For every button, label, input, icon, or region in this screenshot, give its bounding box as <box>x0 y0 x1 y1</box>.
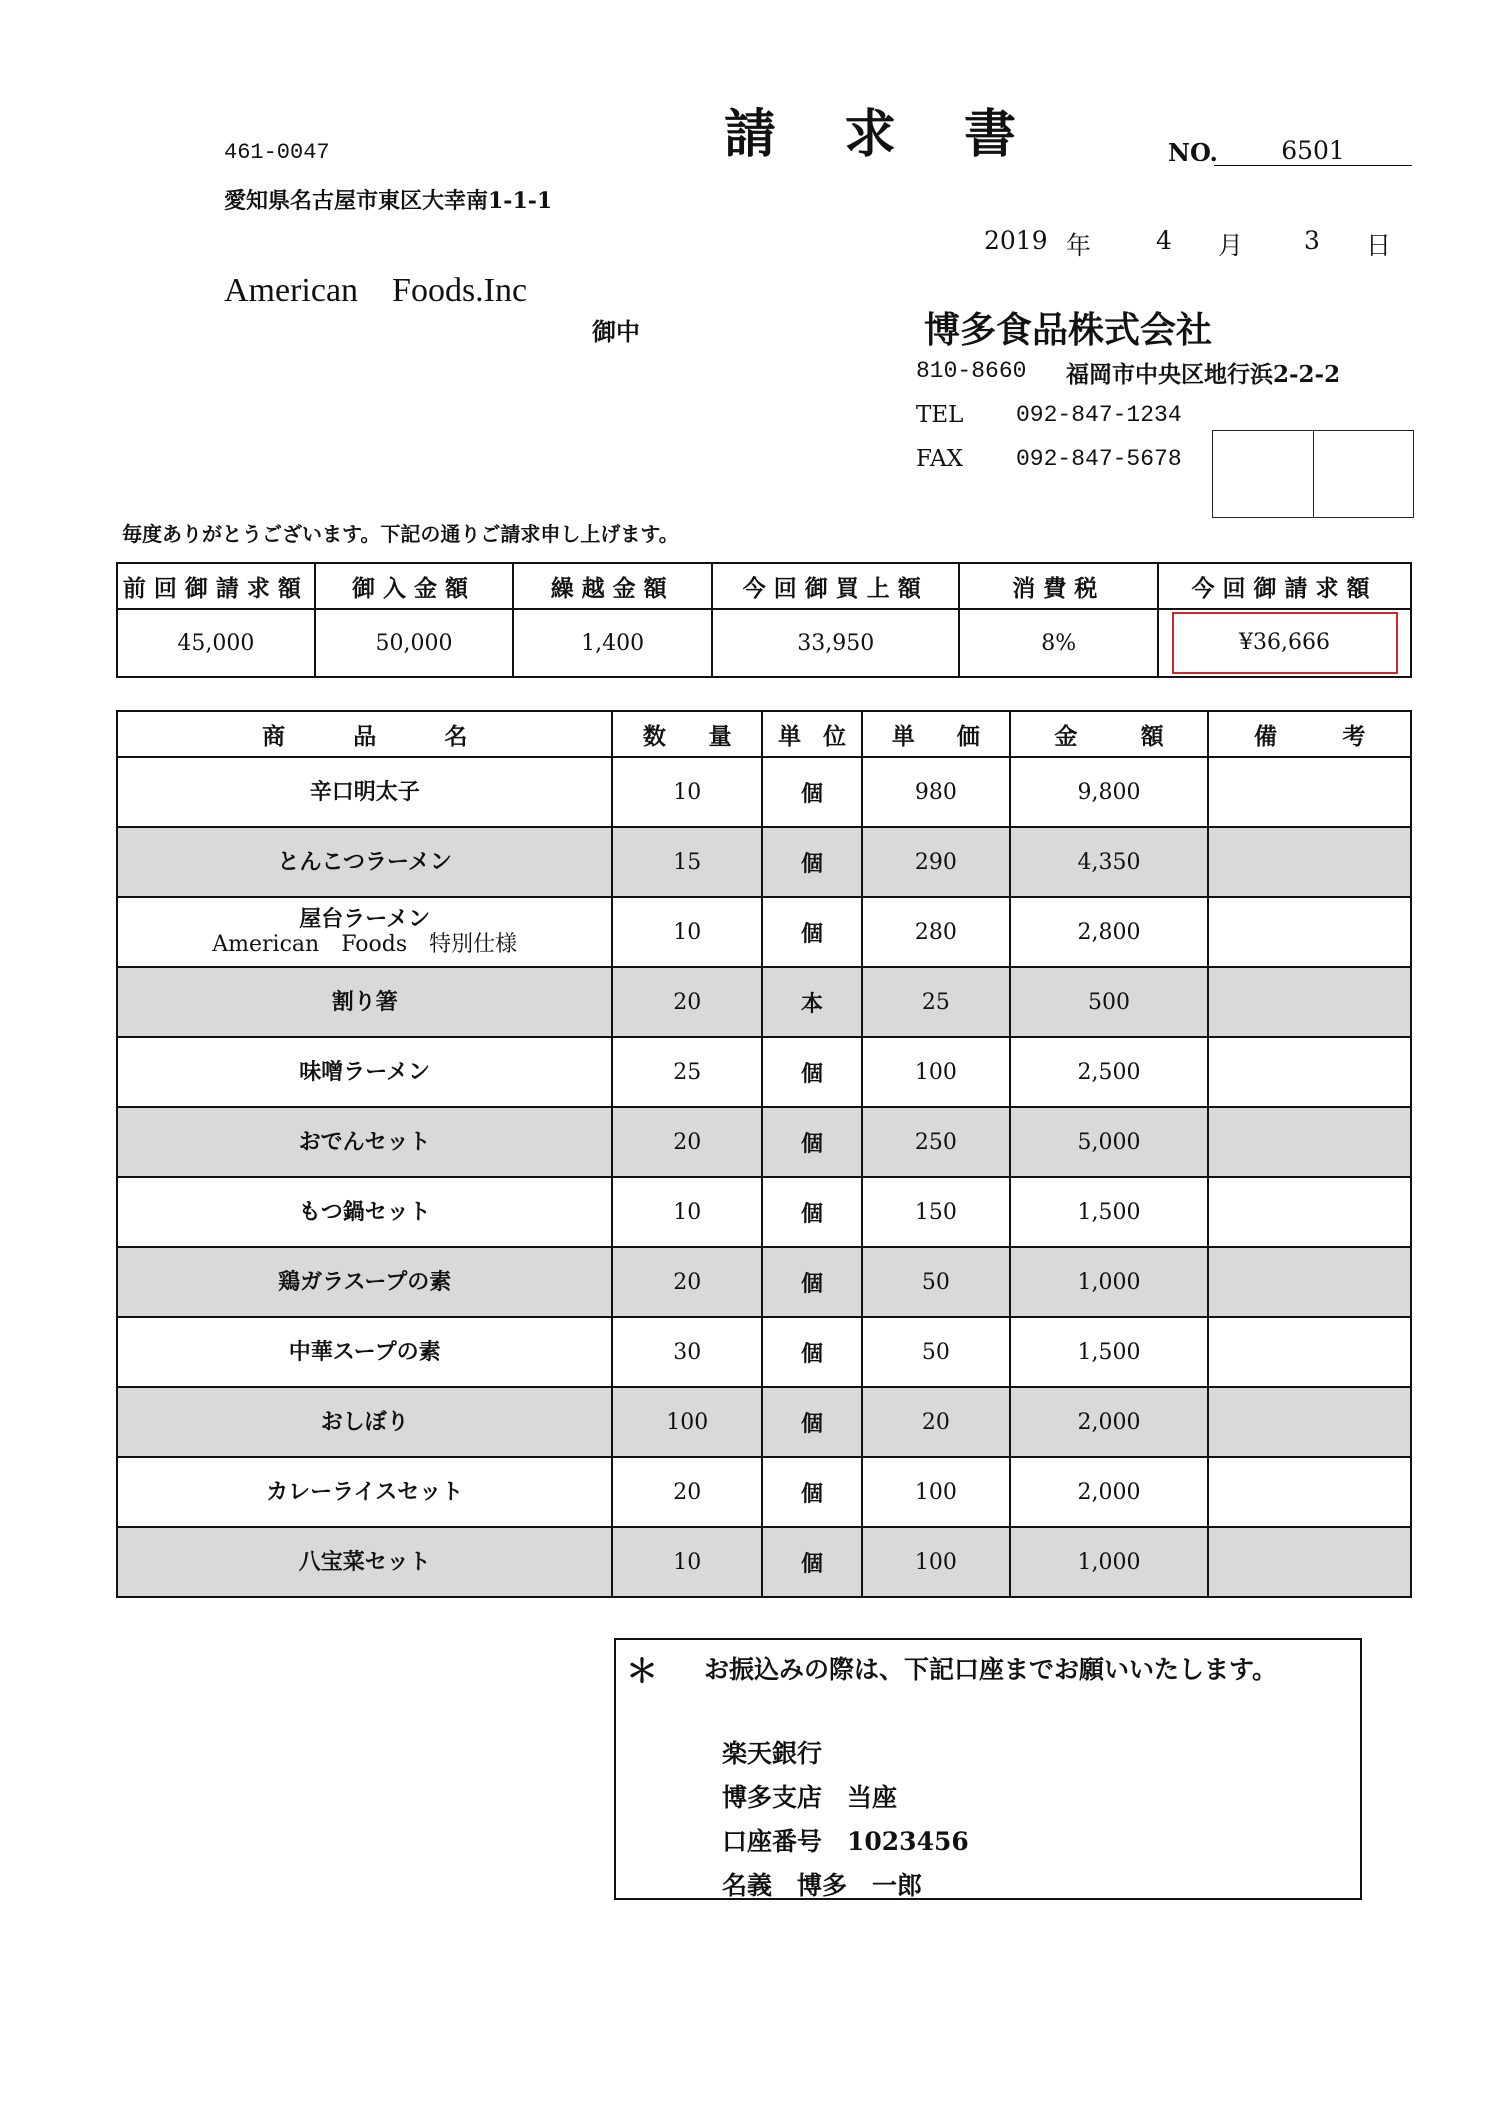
item-unit: 個 <box>762 1527 862 1597</box>
issuer-tel-label: TEL <box>916 402 964 428</box>
client-postal-code: 461-0047 <box>224 140 330 165</box>
bank-transfer-box <box>614 1638 1362 1900</box>
item-name-cell <box>117 1527 612 1597</box>
item-name-cell <box>117 1037 612 1107</box>
table-row <box>117 1247 1411 1317</box>
item-amount: 1,000 <box>1010 1247 1209 1317</box>
header-quantity: 数 量 <box>612 711 762 757</box>
item-amount: 5,000 <box>1010 1107 1209 1177</box>
client-honorific: 御中 <box>592 317 640 346</box>
item-quantity: 20 <box>612 967 762 1037</box>
item-amount: 1,500 <box>1010 1177 1209 1247</box>
item-quantity: 20 <box>612 1457 762 1527</box>
issuer-company-name: 博多食品株式会社 <box>924 309 1213 351</box>
item-amount: 1,500 <box>1010 1317 1209 1387</box>
item-unit-price: 980 <box>862 757 1010 827</box>
item-quantity: 100 <box>612 1387 762 1457</box>
item-unit-price: 250 <box>862 1107 1010 1177</box>
item-quantity: 30 <box>612 1317 762 1387</box>
item-quantity: 10 <box>612 1527 762 1597</box>
item-quantity: 25 <box>612 1037 762 1107</box>
client-address: 愛知県名古屋市東区大幸南1-1-1 <box>224 188 553 214</box>
carried-over-amount: 1,400 <box>513 609 712 677</box>
item-remarks <box>1208 897 1411 967</box>
item-unit: 個 <box>762 1177 862 1247</box>
item-name-cell <box>117 1387 612 1457</box>
seal-box <box>1212 430 1414 518</box>
item-unit-price: 50 <box>862 1247 1010 1317</box>
item-name-cell <box>117 827 612 897</box>
item-name: 鶏ガラスープの素 <box>278 1268 452 1295</box>
seal-cell <box>1213 431 1313 517</box>
bank-account: 口座番号 1023456 <box>722 1827 969 1856</box>
item-name-cell <box>117 897 612 967</box>
item-remarks <box>1208 1317 1411 1387</box>
item-name: おしぼり <box>320 1408 409 1435</box>
header-item-name: 商 品 名 <box>117 711 612 757</box>
item-amount: 1,000 <box>1010 1527 1209 1597</box>
bank-branch: 博多支店 当座 <box>722 1783 898 1812</box>
current-purchase-amount: 33,950 <box>712 609 960 677</box>
table-row <box>117 1527 1411 1597</box>
item-name-cell <box>117 1107 612 1177</box>
item-name: 味噌ラーメン <box>299 1058 431 1085</box>
item-unit: 個 <box>762 1387 862 1457</box>
bank-name: 楽天銀行 <box>722 1739 823 1768</box>
date-month-unit: 月 <box>1218 231 1244 260</box>
summary-header: 御入金額 <box>315 563 514 609</box>
table-row <box>117 1177 1411 1247</box>
item-name-cell <box>117 967 612 1037</box>
item-unit-price: 100 <box>862 1527 1010 1597</box>
date-day: 3 <box>1304 226 1320 255</box>
item-remarks <box>1208 827 1411 897</box>
item-name: もつ鍋セット <box>298 1198 431 1225</box>
item-name-cell <box>117 1177 612 1247</box>
item-amount: 2,000 <box>1010 1457 1209 1527</box>
item-quantity: 10 <box>612 897 762 967</box>
item-amount: 4,350 <box>1010 827 1209 897</box>
item-unit: 個 <box>762 1317 862 1387</box>
item-unit-price: 100 <box>862 1457 1010 1527</box>
payment-received-amount: 50,000 <box>315 609 514 677</box>
issuer-fax-label: FAX <box>916 446 963 472</box>
item-unit: 個 <box>762 1457 862 1527</box>
item-name: 辛口明太子 <box>309 778 420 805</box>
item-quantity: 10 <box>612 757 762 827</box>
item-unit: 個 <box>762 827 862 897</box>
transfer-note: お振込みの際は、下記口座までお願いいたします。 <box>704 1655 1278 1684</box>
issuer-address: 福岡市中央区地行浜2-2-2 <box>1066 361 1341 388</box>
item-unit-price: 20 <box>862 1387 1010 1457</box>
item-remarks <box>1208 967 1411 1037</box>
seal-cell <box>1313 431 1414 517</box>
item-quantity: 20 <box>612 1247 762 1317</box>
item-quantity: 15 <box>612 827 762 897</box>
item-name: おでんセット <box>298 1128 431 1155</box>
table-row <box>117 1107 1411 1177</box>
item-unit-price: 150 <box>862 1177 1010 1247</box>
item-remarks <box>1208 1247 1411 1317</box>
invoice-number: 6501 <box>1214 136 1412 166</box>
current-billing-cell <box>1158 609 1411 677</box>
issuer-tel: 092-847-1234 <box>1016 402 1182 428</box>
invoice-number-label: NO. <box>1168 138 1218 167</box>
item-name: とんこつラーメン <box>277 848 452 875</box>
item-name-sub: American Foods 特別仕様 <box>212 932 518 957</box>
issuer-postal-code: 810-8660 <box>916 358 1027 384</box>
item-remarks <box>1208 1037 1411 1107</box>
item-remarks <box>1208 1387 1411 1457</box>
summary-header: 今回御請求額 <box>1158 563 1411 609</box>
table-row <box>117 1317 1411 1387</box>
table-row <box>117 1457 1411 1527</box>
summary-header: 今回御買上額 <box>712 563 960 609</box>
document-title: 請求書 <box>724 104 1085 165</box>
item-remarks <box>1208 1177 1411 1247</box>
summary-header: 繰越金額 <box>513 563 712 609</box>
item-unit: 個 <box>762 1247 862 1317</box>
table-row <box>117 897 1411 967</box>
table-row <box>117 1037 1411 1107</box>
summary-header: 前回御請求額 <box>117 563 315 609</box>
item-name: 中華スープの素 <box>288 1338 441 1365</box>
consumption-tax: 8% <box>959 609 1158 677</box>
client-name: American Foods.Inc <box>224 272 528 309</box>
header-unit: 単 位 <box>762 711 862 757</box>
item-remarks <box>1208 1107 1411 1177</box>
item-amount: 500 <box>1010 967 1209 1037</box>
table-row <box>117 1387 1411 1457</box>
item-name-cell <box>117 757 612 827</box>
item-amount: 2,500 <box>1010 1037 1209 1107</box>
item-unit-price: 100 <box>862 1037 1010 1107</box>
date-year-unit: 年 <box>1066 231 1092 260</box>
item-remarks <box>1208 1457 1411 1527</box>
summary-header: 消費税 <box>959 563 1158 609</box>
previous-billing-amount: 45,000 <box>117 609 315 677</box>
item-quantity: 10 <box>612 1177 762 1247</box>
date-month: 4 <box>1156 226 1172 255</box>
item-unit-price: 280 <box>862 897 1010 967</box>
item-remarks <box>1208 757 1411 827</box>
account-holder: 名義 博多 一郎 <box>722 1871 923 1900</box>
item-name: カレーライスセット <box>266 1478 464 1505</box>
item-remarks <box>1208 1527 1411 1597</box>
item-unit: 個 <box>762 897 862 967</box>
item-name: 屋台ラーメン <box>299 905 431 932</box>
item-name-cell <box>117 1457 612 1527</box>
item-unit: 個 <box>762 1107 862 1177</box>
item-unit-price: 25 <box>862 967 1010 1037</box>
item-quantity: 20 <box>612 1107 762 1177</box>
header-amount: 金 額 <box>1010 711 1209 757</box>
items-table <box>116 710 1412 1598</box>
item-amount: 2,800 <box>1010 897 1209 967</box>
item-amount: 2,000 <box>1010 1387 1209 1457</box>
issuer-fax: 092-847-5678 <box>1016 446 1182 472</box>
item-name-cell <box>117 1247 612 1317</box>
item-unit-price: 290 <box>862 827 1010 897</box>
greeting-text: 毎度ありがとうございます。下記の通りご請求申し上げます。 <box>122 522 679 546</box>
table-row <box>117 967 1411 1037</box>
item-name: 八宝菜セット <box>298 1548 431 1575</box>
item-name-cell <box>117 1317 612 1387</box>
header-unit-price: 単 価 <box>862 711 1010 757</box>
date-day-unit: 日 <box>1366 231 1392 260</box>
summary-table <box>116 562 1412 678</box>
date-year: 2019 <box>984 226 1048 255</box>
item-name: 割り箸 <box>331 988 398 1015</box>
current-billing-amount: ¥36,666 <box>1172 612 1398 674</box>
item-unit-price: 50 <box>862 1317 1010 1387</box>
item-unit: 個 <box>762 757 862 827</box>
item-amount: 9,800 <box>1010 757 1209 827</box>
header-remarks: 備 考 <box>1208 711 1411 757</box>
asterisk-mark: ＊ <box>626 1652 659 1690</box>
item-unit: 本 <box>762 967 862 1037</box>
table-row <box>117 757 1411 827</box>
item-unit: 個 <box>762 1037 862 1107</box>
table-row <box>117 827 1411 897</box>
